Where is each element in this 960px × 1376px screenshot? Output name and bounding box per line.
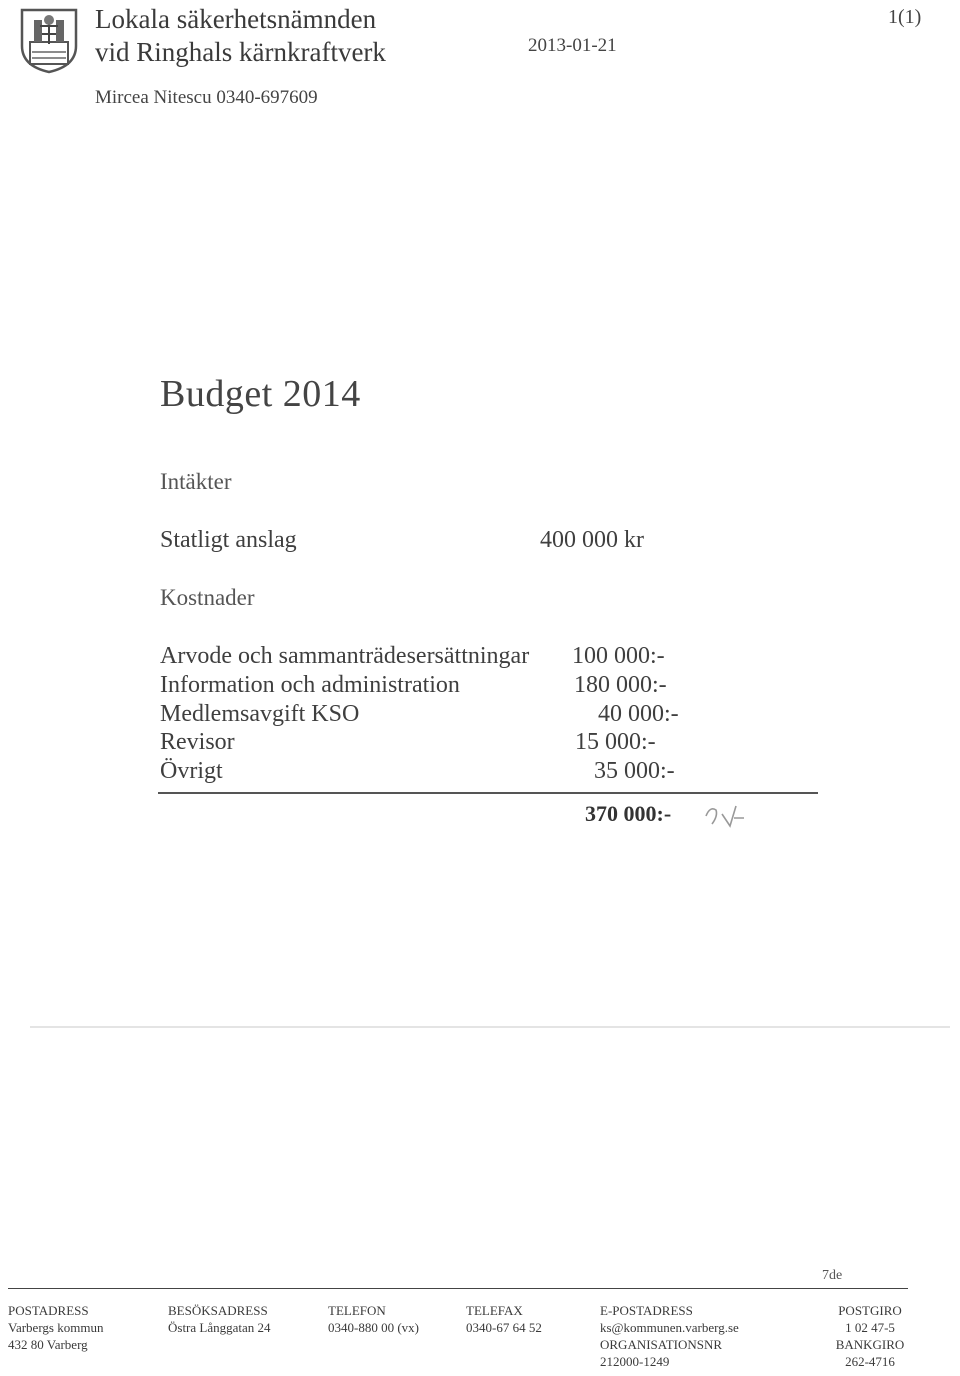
cost-row-amount: 35 000:-: [594, 758, 675, 784]
organization-name-line1: Lokala säkerhetsnämnden: [95, 4, 377, 34]
footer-rule: [8, 1288, 908, 1289]
footer-heading: POSTGIRO: [838, 1303, 902, 1318]
footer-value: 0340-880 00 (vx): [328, 1320, 419, 1335]
cost-row-label: Medlemsavgift KSO: [160, 701, 360, 727]
varberg-coat-of-arms-logo: [18, 6, 80, 74]
organization-name-line2: vid Ringhals kärnkraftverk: [95, 37, 386, 67]
footer-value: Varbergs kommun: [8, 1320, 104, 1335]
footer-heading: BESÖKSADRESS: [168, 1303, 268, 1318]
cost-row-label: Arvode och sammanträdesersättningar: [160, 643, 530, 669]
footer-besoksadress: [168, 1302, 271, 1336]
cost-row-label: Revisor: [160, 729, 235, 755]
footer-email-link[interactable]: ks@kommunen.varberg.se: [600, 1320, 739, 1335]
footer-epostadress: [600, 1302, 739, 1370]
footer-giro: [820, 1302, 920, 1370]
cost-row-label: Övrigt: [160, 758, 223, 784]
sum-divider: [158, 792, 818, 794]
footer-heading: BANKGIRO: [835, 1337, 905, 1352]
footer-heading: POSTADRESS: [8, 1303, 89, 1318]
document-title: Budget 2014: [160, 373, 361, 415]
footer-value: 262-4716: [845, 1354, 895, 1369]
contact-person: Mircea Nitescu 0340-697609: [95, 87, 318, 108]
cost-total: 370 000:-: [585, 801, 672, 826]
footer-heading: TELEFON: [328, 1303, 386, 1318]
income-heading: Intäkter: [160, 469, 232, 494]
footer-telefax: [466, 1302, 542, 1336]
document-date: 2013-01-21: [528, 35, 617, 56]
footer-heading: E-POSTADRESS: [600, 1303, 693, 1318]
footer-value: 0340-67 64 52: [466, 1320, 542, 1335]
footer-heading: TELEFAX: [466, 1303, 523, 1318]
footer-value: 432 80 Varberg: [8, 1337, 88, 1352]
page-number: 1(1): [888, 6, 922, 28]
footer-postadress: [8, 1302, 103, 1353]
footer-value: 212000-1249: [600, 1354, 670, 1369]
handwritten-initials-signature: [700, 796, 756, 832]
cost-row-amount: 40 000:-: [598, 701, 679, 727]
cost-row-amount: 180 000:-: [574, 672, 667, 698]
footer-heading: ORGANISATIONSNR: [600, 1337, 723, 1352]
cost-heading: Kostnader: [160, 585, 255, 610]
footer-value: Östra Långgatan 24: [168, 1320, 271, 1335]
cost-row-label: Information och administration: [160, 672, 460, 698]
cost-row-amount: 15 000:-: [575, 729, 656, 755]
cost-row-amount: 100 000:-: [572, 643, 665, 669]
footer-telefon: [328, 1302, 419, 1336]
document-code: 7de: [822, 1268, 843, 1283]
income-row-label: Statligt anslag: [160, 527, 297, 553]
scan-artifact-line: [30, 1026, 950, 1028]
income-row-amount: 400 000 kr: [540, 527, 644, 553]
footer-value: 1 02 47-5: [845, 1320, 895, 1335]
